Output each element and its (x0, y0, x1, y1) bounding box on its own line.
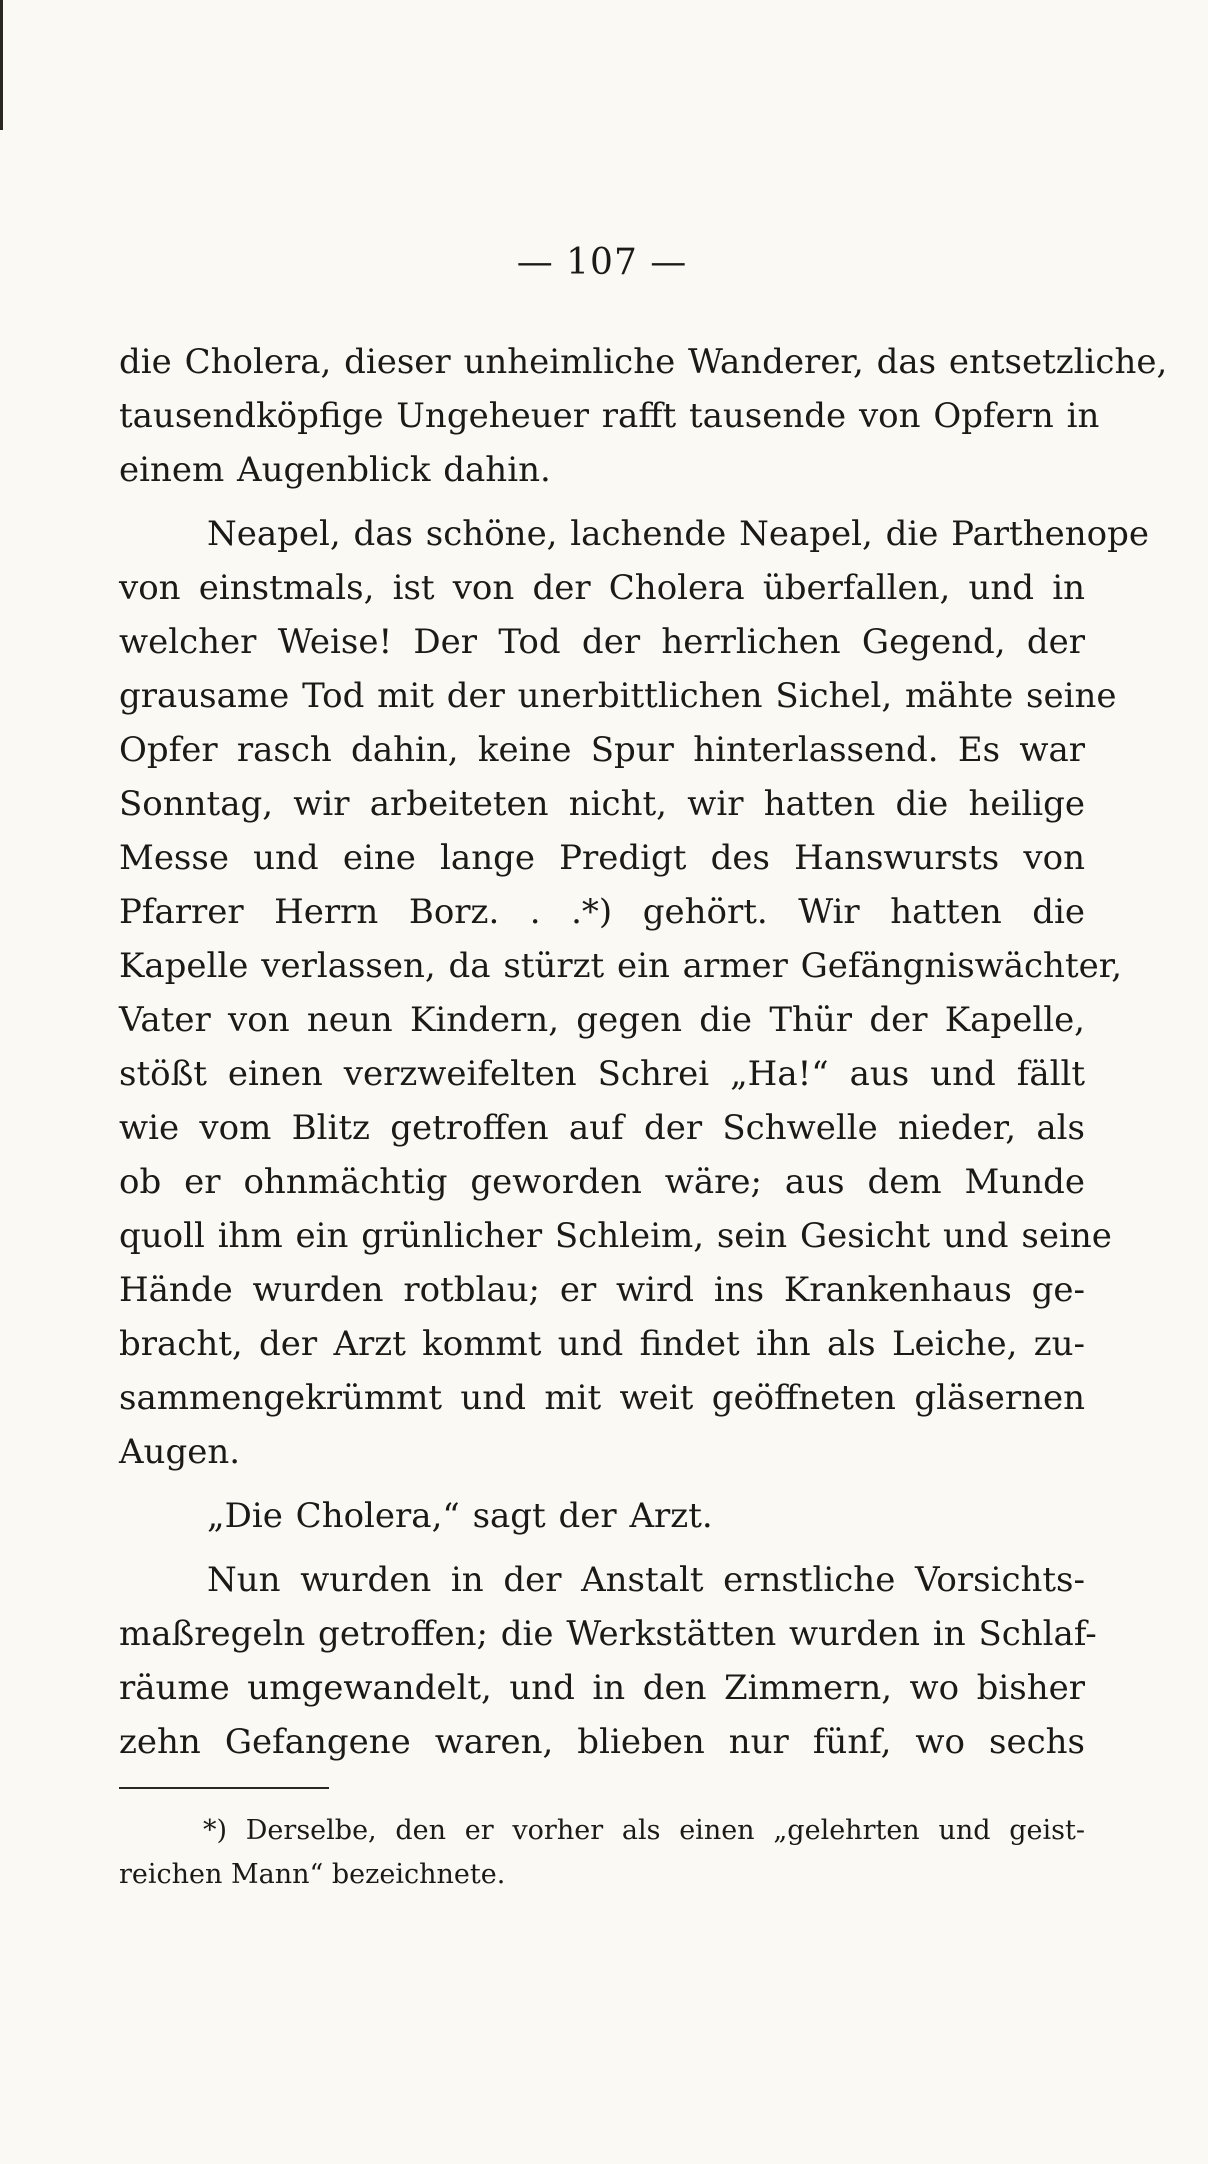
footnote (119, 1809, 1085, 1897)
text-line: räume umgewandelt, und in den Zimmern, wo bisher (119, 1668, 1085, 1708)
text-line: Neapel, das schöne, lachende Neapel, die Parthenope (207, 514, 1149, 554)
text-line: die Cholera, dieser unheimliche Wanderer, das entsetzliche, (119, 342, 1168, 382)
text-line: Messe und eine lange Predigt des Hanswursts von (119, 838, 1085, 878)
footnote-rule (119, 1787, 329, 1789)
text-line: Opfer rasch dahin, keine Spur hinterlassend. Es war (119, 730, 1085, 770)
paragraph (119, 1553, 1097, 1769)
text-line: tausendköpfige Ungeheuer rafft tausende von Opfern in (119, 396, 1100, 436)
text-line: einem Augenblick dahin. (119, 450, 551, 490)
text-line: Pfarrer Herrn Borz. . .*) gehört. Wir hatten die (119, 892, 1085, 932)
text-line: Hände wurden rotblau; er wird ins Krankenhaus ge- (119, 1270, 1085, 1310)
text-line: Augen. (119, 1432, 241, 1472)
text-line: grausame Tod mit der unerbittlichen Sichel, mähte seine (119, 676, 1117, 716)
text-line: wie vom Blitz getroffen auf der Schwelle nieder, als (119, 1108, 1085, 1148)
text-line: zehn Gefangene waren, blieben nur fünf, wo sechs (119, 1722, 1085, 1762)
text-line: „Die Cholera,“ sagt der Arzt. (207, 1496, 713, 1536)
text-line: bracht, der Arzt kommt und findet ihn als Leiche, zu- (119, 1324, 1085, 1364)
book-page (119, 235, 1168, 1897)
text-line: von einstmals, ist von der Cholera überfallen, und in (119, 568, 1085, 608)
text-line: Nun wurden in der Anstalt ernstliche Vorsichts- (207, 1560, 1085, 1600)
text-line: sammengekrümmt und mit weit geöffneten gläsernen (119, 1378, 1085, 1418)
text-line: ob er ohnmächtig geworden wäre; aus dem Munde (119, 1162, 1085, 1202)
page-edge-mark (0, 0, 3, 130)
text-line: Vater von neun Kindern, gegen die Thür der Kapelle, (119, 1000, 1085, 1040)
text-line: Sonntag, wir arbeiteten nicht, wir hatten die heilige (119, 784, 1085, 824)
page-number: — 107 — (516, 242, 688, 283)
body-text (119, 335, 1168, 1769)
paragraph (119, 1489, 1085, 1543)
text-line: stößt einen verzweifelten Schrei „Ha!“ aus und fällt (119, 1054, 1085, 1094)
text-line: maßregeln getroffen; die Werkstätten wurden in Schlaf- (119, 1614, 1097, 1654)
paragraph (119, 335, 1168, 497)
paragraph (119, 507, 1149, 1479)
text-line: Kapelle verlassen, da stürzt ein armer Gefängniswächter, (119, 946, 1123, 986)
text-line: quoll ihm ein grünlicher Schleim, sein Gesicht und seine (119, 1216, 1112, 1256)
footnote-line: reichen Mann“ bezeichnete. (119, 1859, 506, 1890)
text-line: welcher Weise! Der Tod der herrlichen Gegend, der (119, 622, 1085, 662)
footnote-line: *) Derselbe, den er vorher als einen „gelehrten und geist- (203, 1815, 1085, 1846)
